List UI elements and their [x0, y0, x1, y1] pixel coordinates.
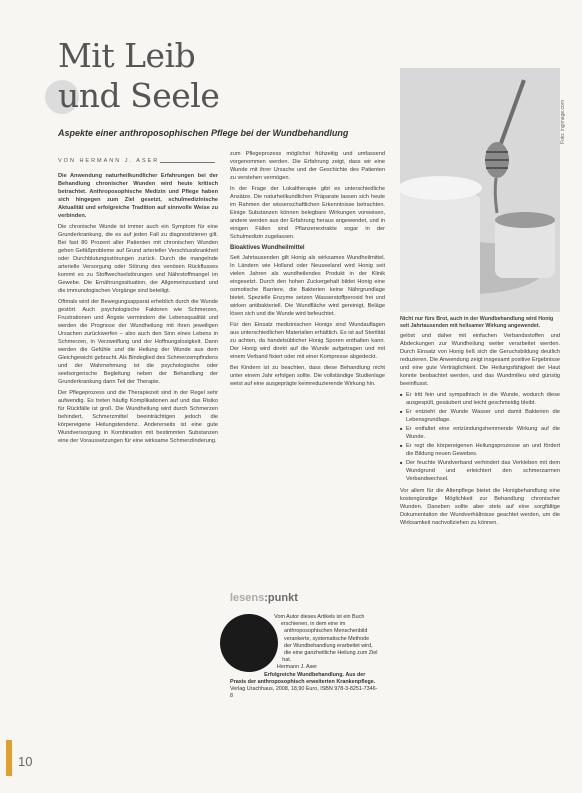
benefit-list — [400, 391, 560, 483]
paragraph: Seit Jahrtausenden gilt Honig als wirksames Wundheilmittel. In Ländern wie Holland oder Neuseeland wird Honig seit vielen Jahren als wundheilendes Produkt in der Klinik eingesetzt. Durch den hohen Zuckergehalt bildet Honig eine osmotische Barriere, die Bakterien keine Nährgrundlage bietet. Spezielle Enzyme setzen Wasserstoffperoxid frei und wirken antibakteriell. Die Wundfläche wird gereinigt, Beläge lösen sich und die Wunde wird befeuchtet. — [230, 255, 385, 317]
box-heading-part: lesens — [230, 592, 265, 604]
book-title: Erfolgreiche Wundbehandlung. Aus der Praxis der anthroposophisch erweiterten Krankenpflege. — [230, 671, 376, 685]
box-text — [230, 614, 378, 700]
reading-tip-box — [230, 592, 378, 732]
column-3 — [400, 332, 560, 530]
title-line-2: und Seele — [58, 76, 220, 115]
paragraph: Vor allem für die Altenpflege bietet die Honigbehandlung eine kostengünstige Möglichkeit zur Behandlung chronischer Wunden. Daneben sollte aber stets auf eine sorgfältige Dokumentation der Wundverhältnisse geachtet werden, um die Wirksamkeit nachvollziehen zu können. — [400, 488, 560, 526]
honey-dipper-illustration — [400, 68, 560, 312]
paragraph: In der Frage der Lokaltherapie gibt es unterschiedliche Ansätze. Die naturheilkundlichen Präparate lassen sich heute im Rahmen der wissenschaftlichen Erkenntnisse betrachten. Einige Substanzen können belegbare Wirkungen vorweisen, andere werden aus der Erfahrung heraus angewendet, und in einigen Fällen sind Pflanzenextrakte sogar in der Schulmedizin zugelassen. — [230, 186, 385, 240]
list-item: ■ Er tritt fein und sympathisch in die Wunde, wodurch diese ausgespült, gesäubert und leicht geschmeidig bleibt. — [400, 391, 560, 407]
page-number: 10 — [18, 754, 33, 769]
honey-photo — [400, 68, 560, 312]
article-subtitle: Aspekte einer anthroposophischen Pflege bei der Wundbehandlung — [58, 128, 349, 138]
list-item: ■ Er entfaltet eine entzündungshemmende Wirkung auf die Wunde. — [400, 425, 560, 441]
list-item: ■ Der feuchte Wundverband verhindert das Verkleben mit dem Wundgrund und erleichtert den schmerzarmen Verbandwechsel. — [400, 459, 560, 483]
paragraph: zum Pflegeprozess möglichst frühzeitig und umfassend vorgenommen werden. Die Erfahrung zeigt, dass wir eine Wunde mit ihrer Ursache und der Geschichte des Patienten zu verstehen vermögen. — [230, 151, 385, 181]
author-rule — [160, 162, 215, 163]
column-1 — [58, 172, 218, 448]
book-cover-image — [220, 614, 278, 672]
paragraph: Die chronische Wunde ist immer auch ein Symptom für eine Grunderkrankung, die es auf jeden Fall zu diagnostizieren gilt. Bei fast 80 Prozent aller Patienten mit chronischen Wunden gehen Gefäßprobleme auf Grund arterieller Verschlusskrankheit oder Durchblutungsstörungen zurück. Durch die mangelnde arterielle Versorgung oder Störung des venösen Rückflusses kommt es zu Stoffwechselstörungen und Nährstoffmangel im Gewebe. Die Ernährungssituation, der Allgemeinzustand und die immunologischen Vorgänge sind beteiligt. — [58, 224, 218, 294]
list-item: ■ Er entzieht der Wunde Wasser und damit Bakterien die Lebensgrundlage. — [400, 408, 560, 424]
column-2 — [230, 150, 385, 391]
page-color-tab — [6, 740, 12, 776]
title-line-1: Mit Leib — [58, 36, 196, 75]
paragraph: Oftmals wird der Bewegungsapparat erheblich durch die Wunde gestört. Auch psychologische Faktoren wie Schmerzen, Frustrationen und Ängste vermindern die Lebensqualität und werden die Prognose der Wundheilung mit ihren jeweiligen Ursachen zurückwerfen – also auch den Sinn eines Lebens in Schmerzen, in Verzweiflung und der Hoffnungslosigkeit. Dann werden die Gefühle und die Heilung der Wunde aus dem Gleichgewicht gebracht. Als Bindeglied des Schmerzempfindens und der Wahrnehmung ist die psychologische oder seelsorgerische Begleitung neben der Behandlung der Grunderkrankung dann Teil der Therapie. — [58, 299, 218, 385]
paragraph: Der Pflegeprozess und die Therapiezeit sind in der Regel sehr aufwendig. Es treten häufig Komplikationen auf und das Risiko für Rückfälle ist groß. Die Wundheilung wird durch Schmerzen behindert, Schmerzmittel beeinträchtigen jedoch die körpereigene Heilungstendenz. Andererseits ist eine gute Wundversorgung in Kombination mit bestimmten Substanzen eine der Voraussetzungen für eine wirksame Schmerzlinderung. — [58, 390, 218, 444]
box-description: Vom Autor dieses Artikels ist ein Buch erschienen, in dem eine im anthroposophischen Menschenbild verankerte, systematische Methode der Wundbehandlung erarbeitet wird, die eine ganzheitliche Heilung zum Ziel hat. — [274, 614, 378, 664]
author-line: VON HERMANN J. ASER — [58, 158, 160, 164]
book-price: 18,90 Euro, ISBN 978-3-8251-7346-8 — [230, 686, 378, 700]
article-title — [58, 36, 219, 116]
paragraph: Bei Kindern ist zu beachten, dass diese Behandlung nicht unter einem Jahr erfolgen sollte. Die vollständige Studienlage weist auf eine ausgeprägte keimreduzierende Wirkung hin. — [230, 365, 385, 387]
box-heading-accent: punkt — [267, 592, 298, 604]
photo-caption: Nicht nur fürs Brot, auch in der Wundbehandlung wird Honig seit Jahrtausenden mit heilsamer Wirkung angewendet. — [400, 316, 554, 329]
box-heading: lesens:punkt — [230, 592, 298, 604]
book-publisher: Verlag Urachhaus, 2008, — [230, 686, 290, 693]
paragraph: gelöst und daher mit einfachen Verbandsstoffen und Abdeckungen zur Wundheilung weiter verarbeitet werden. Durch Einsatz von Honig ließ sich die Geruchsbildung deutlich reduzieren. Die Anwendung zeigt insgesamt positive Ergebnisse und eine gute Verträglichkeit. Die Heilungsfähigkeit der Haut konnte beobachtet werden, und das Wundmilieu wird günstig beeinflusst. — [400, 333, 560, 387]
intro-paragraph: Die Anwendung naturheilkundlicher Erfahrungen bei der Behandlung chronischer Wunden wird heute kritisch betrachtet. Anthroposophische Medizin und Pflege haben sich hingegen zum Ziel gesetzt, schulmedizinische Aktualität und erfolgreiche Tradition auf sinnvolle Weise zu verbinden. — [58, 173, 218, 219]
book-author: Hermann J. Aser — [276, 664, 318, 671]
section-heading: Bioaktives Wundheilmittel — [230, 245, 305, 251]
paragraph: Für den Einsatz medizinischen Honigs sind Wundauflagen aus unterschiedlichen Materialien erhältlich. Es ist auf Sterilität zu achten, da handelsüblicher Honig Sporen enthalten kann. Der Honig wird direkt auf die Wunde aufgetragen und mit einem Verband fixiert oder mit einer Kompresse abgedeckt. — [230, 322, 385, 360]
list-item: ■ Er regt die körpereigenen Heilungsprozesse an und fördert die Bildung neuen Gewebes. — [400, 442, 560, 458]
photo-credit: Foto: ingimage.com — [560, 100, 566, 144]
